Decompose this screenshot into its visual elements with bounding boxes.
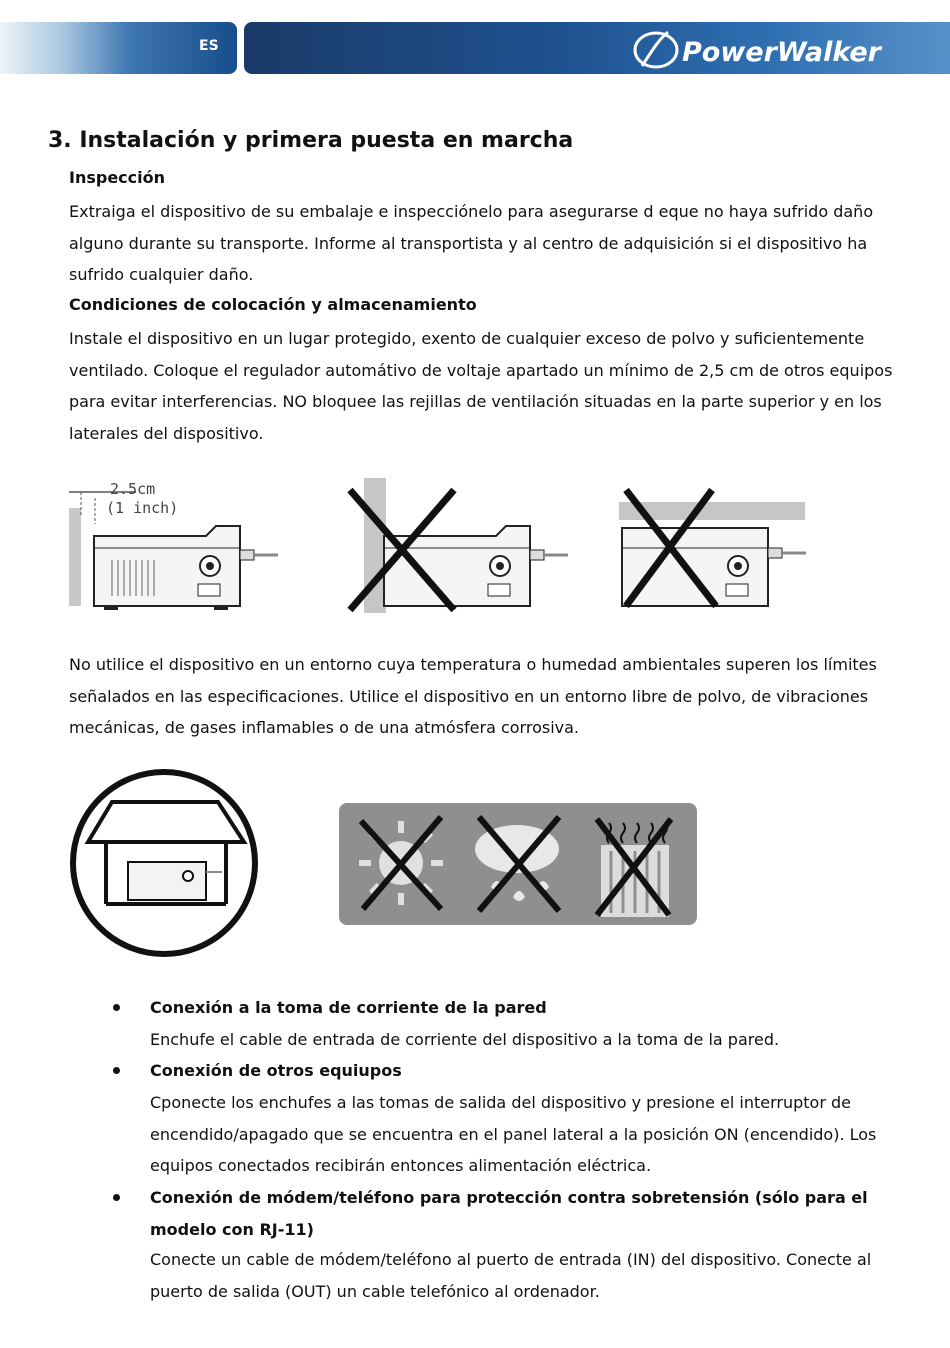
svg-text:PowerWalker: PowerWalker [682, 37, 881, 68]
humidity-icon [475, 817, 559, 911]
bullet-icon [113, 1004, 120, 1011]
inspection-text: Extraiga el dispositivo de su embalaje e inspecciónelo para asegurarse d eque no haya sufrido daño alguno durante su transporte. Informe al transportista y al centro de adquisición si el dispositivo ha sufrido cualquier daño. [69, 202, 874, 285]
language-tab [0, 22, 237, 74]
header-bar [244, 22, 950, 74]
wall-side-wrong-example [350, 478, 568, 613]
placement-figure [66, 476, 811, 618]
svg-text:(1 inch): (1 inch) [106, 499, 179, 517]
top-cover-wrong-example [619, 490, 806, 606]
bullet-icon [113, 1194, 120, 1201]
step-text: Cponecte los enchufes a las tomas de salida del dispositivo y presione el interruptor de encendido/apagado que se encuentra en el panel lateral a la posición ON (encendido). Los equipos conectados recibirán entonces alimentación eléctrica. [150, 1093, 877, 1175]
svg-text:2.5cm: 2.5cm [110, 480, 156, 498]
placement-heading: Condiciones de colocación y almacenamiento [69, 295, 477, 314]
bullet-icon [113, 1067, 120, 1074]
placement-text: Instale el dispositivo en un lugar protegido, exento de cualquier exceso de polvo y suficientemente ventilado. Coloque el regulador automátivo de voltaje apartado un mínimo de 2,5 cm de otros equipos para evitar interferencias. NO bloquee las rejillas de ventilación situadas en la parte superior y en los laterales del dispositivo. [69, 329, 893, 443]
page-header [0, 20, 950, 76]
indoor-use-icon [73, 772, 255, 954]
powerwalker-logo [632, 28, 932, 72]
step-title: Conexión de otros equiupos [150, 1061, 402, 1080]
step-text: Conecte un cable de módem/teléfono al puerto de entrada (IN) del dispositivo. Conecte al puerto de salida (OUT) un cable telefónico al ordenador. [150, 1250, 872, 1301]
inspection-heading: Inspección [69, 168, 166, 187]
clearance-example [69, 480, 278, 610]
section-title: 3. Instalación y primera puesta en marcha [48, 128, 574, 153]
step-title: Conexión de módem/teléfono para protección contra sobretensión (sólo para el modelo con RJ-11) [150, 1188, 868, 1239]
step-title: Conexión a la toma de corriente de la pared [150, 998, 547, 1017]
step-text: Enchufe el cable de entrada de corriente del dispositivo a la toma de la pared. [150, 1030, 780, 1049]
prohibited-conditions-panel [339, 803, 697, 925]
language-label: ES [199, 38, 219, 54]
environment-text: No utilice el dispositivo en un entorno cuya temperatura o humedad ambientales superen los límites señalados en las especificaciones. Utilice el dispositivo en un entorno libre de polvo, de vibraciones mecánicas, de gases inflamables o de una atmósfera corrosiva. [69, 655, 877, 738]
environment-figure [66, 768, 702, 958]
